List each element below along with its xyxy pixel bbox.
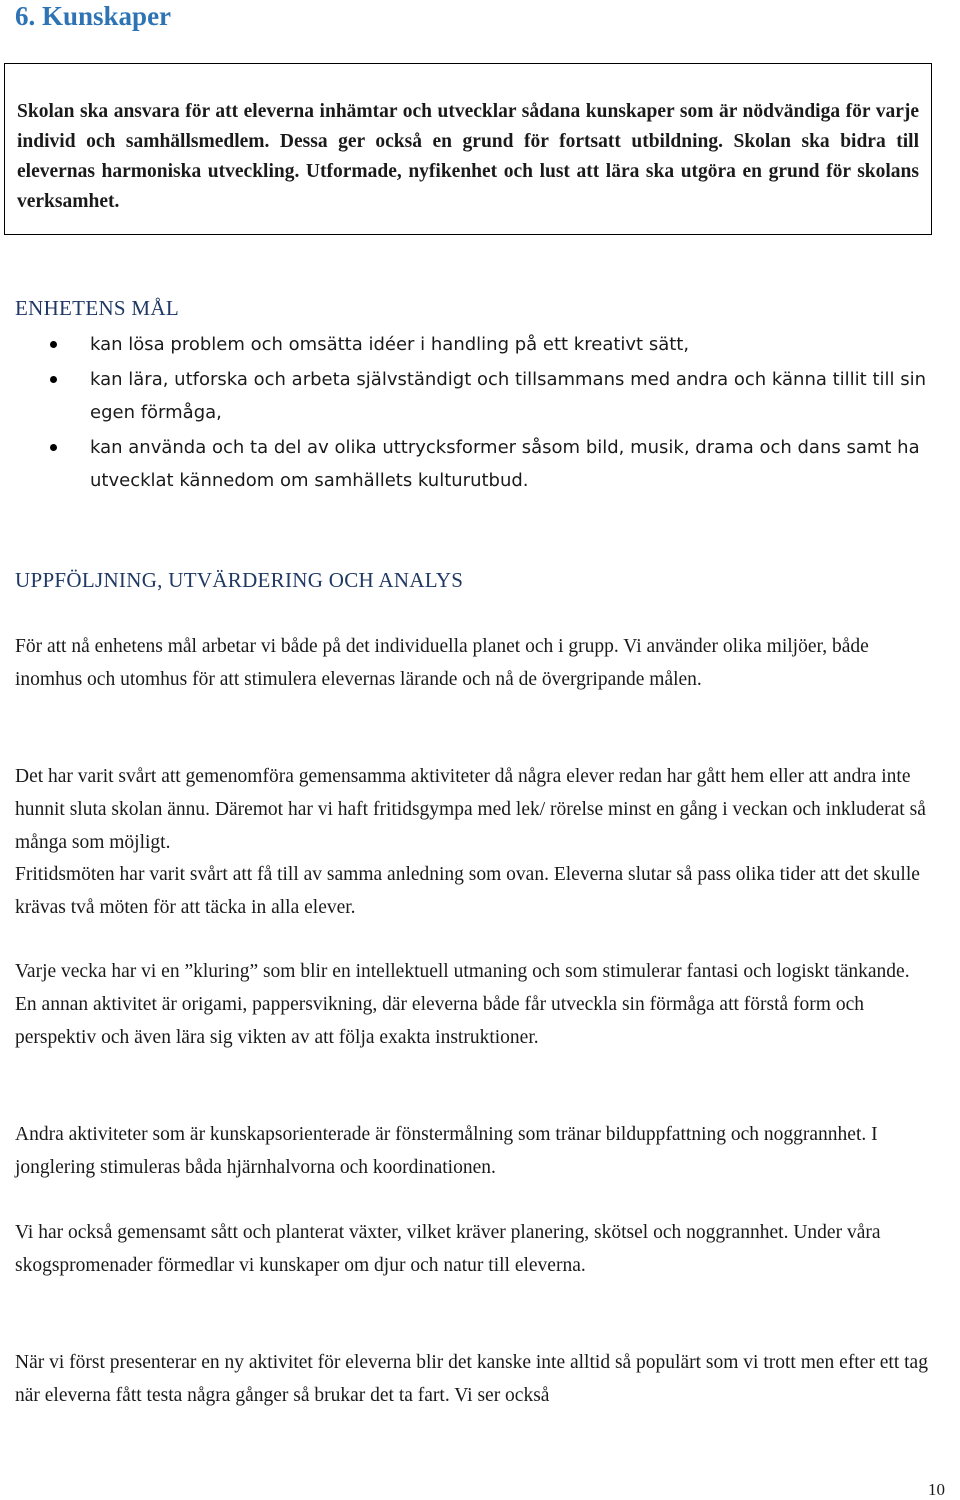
goal-item: kan lära, utforska och arbeta självständigt och tillsammans med andra och känna tillit till sin egen förmåga, [50,363,930,429]
section-title: 6. Kunskaper [15,1,172,31]
followup-paragraph-5: Andra aktiviteter som är kunskapsorienterade är fönstermålning som tränar bilduppfattning och noggrannhet. I jonglering stimuleras båda hjärnhalvorna och koordinationen. [15,1124,878,1178]
goals-list [50,328,930,499]
followup-paragraph-4: Varje vecka har vi en ”kluring” som blir en intellektuell utmaning och som stimulerar fantasi och logiskt tänkande. En annan aktivitet är origami, pappersvikning, där eleverna både får utveckla sin förmåga att förstå form och perspektiv och även lära sig vikten av att följa exakta instruktioner. [15,961,910,1048]
bullet-icon [50,341,57,348]
page-number: 10 [928,1480,945,1499]
goal-item: kan lösa problem och omsätta idéer i handling på ett kreativt sätt, [50,328,930,361]
followup-paragraph-7: När vi först presenterar en ny aktivitet för eleverna blir det kanske inte alltid så populärt som vi trott men efter ett tag när eleverna fått testa några gånger så brukar det ta fart. Vi ser också [15,1352,928,1406]
intro-text: Skolan ska ansvara för att eleverna inhämtar och utvecklar sådana kunskaper som är nödvändiga för varje individ och samhällsmedlem. Dessa ger också en grund för fortsatt utbildning. Skolan ska bidra till elevernas harmoniska utveckling. Utformade, nyfikenhet och lust att lära ska utgöra en grund för skolans verksamhet. [17,101,919,212]
goal-item: kan använda och ta del av olika uttrycksformer såsom bild, musik, drama och dans samt ha utvecklat kännedom om samhällets kulturutbud. [50,431,930,497]
followup-paragraph-1: För att nå enhetens mål arbetar vi både på det individuella planet och i grupp. Vi använder olika miljöer, både inomhus och utomhus för att stimulera elevernas lärande och nå de övergripande målen. [15,636,869,690]
intro-box [4,63,932,235]
followup-paragraph-3: Fritidsmöten har varit svårt att få till av samma anledning som ovan. Eleverna slutar så pass olika tider att det skulle krävas två möten för att täcka in alla elever. [15,864,920,918]
followup-heading: UPPFÖLJNING, UTVÄRDERING OCH ANALYS [15,568,464,592]
goals-heading: ENHETENS MÅL [15,296,180,320]
followup-paragraph-6: Vi har också gemensamt sått och planterat växter, vilket kräver planering, skötsel och noggrannhet. Under våra skogspromenader förmedlar vi kunskaper om djur och natur till eleverna. [15,1222,881,1276]
bullet-icon [50,376,57,383]
bullet-icon [50,444,57,451]
followup-paragraph-2: Det har varit svårt att gemenomföra gemensamma aktiviteter då några elever redan har gått hem eller att andra inte hunnit sluta skolan ännu. Däremot har vi haft fritidsgympa med lek/ rörelse minst en gång i veckan och inkluderat så många som möjligt. [15,766,926,853]
